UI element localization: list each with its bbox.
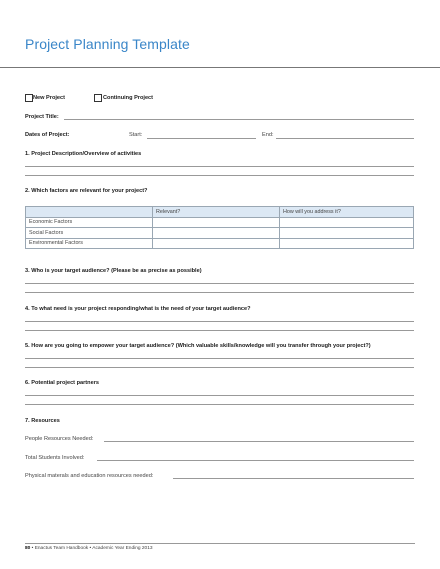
- table-cell[interactable]: [280, 228, 414, 239]
- start-date-field[interactable]: [147, 138, 256, 139]
- table-header: Relevant?: [153, 207, 280, 218]
- people-resources-label: People Resources Needed:: [25, 436, 94, 442]
- page-number: 80: [25, 546, 31, 551]
- new-project-checkbox[interactable]: [25, 94, 33, 102]
- question-2: 2. Which factors are relevant for your project?: [25, 188, 148, 194]
- table-cell[interactable]: [153, 217, 280, 228]
- project-title-label: Project Title:: [25, 114, 59, 120]
- page-title: Project Planning Template: [25, 36, 190, 52]
- answer-line[interactable]: [25, 283, 414, 284]
- question-7: 7. Resources: [25, 418, 60, 424]
- answer-line[interactable]: [25, 166, 414, 167]
- answer-line[interactable]: [25, 292, 414, 293]
- end-date-field[interactable]: [276, 138, 414, 139]
- answer-line[interactable]: [25, 330, 414, 331]
- answer-line[interactable]: [25, 321, 414, 322]
- end-label: End:: [262, 132, 274, 138]
- footer-text: • Enactus Team Handbook • Academic Year Ending 2013: [30, 546, 153, 551]
- question-5: 5. How are you going to empower your target audience? (Which valuable skills/knowledge will you transfer through your project?): [25, 343, 371, 349]
- answer-line[interactable]: [25, 358, 414, 359]
- question-4: 4. To what need is your project responding/what is the need of your target audience?: [25, 306, 251, 312]
- question-6: 6. Potential project partners: [25, 380, 99, 386]
- total-students-field[interactable]: [97, 460, 414, 461]
- factor-label: Environmental Factors: [26, 238, 153, 249]
- answer-line[interactable]: [25, 404, 414, 405]
- table-cell[interactable]: [280, 217, 414, 228]
- answer-line[interactable]: [25, 175, 414, 176]
- table-row: [26, 228, 414, 239]
- page-footer: [25, 546, 153, 551]
- people-resources-field[interactable]: [104, 441, 414, 442]
- dates-label: Dates of Project:: [25, 132, 70, 138]
- answer-line[interactable]: [25, 367, 414, 368]
- new-project-label: New Project: [33, 95, 66, 101]
- table-row: [26, 217, 414, 228]
- continuing-project-checkbox[interactable]: [94, 94, 102, 102]
- table-header: [26, 207, 153, 218]
- factor-label: Economic Factors: [26, 217, 153, 228]
- table-cell[interactable]: [280, 238, 414, 249]
- table-cell[interactable]: [153, 238, 280, 249]
- project-title-field[interactable]: [64, 119, 414, 120]
- physical-materials-field[interactable]: [173, 478, 414, 479]
- factor-label: Social Factors: [26, 228, 153, 239]
- table-header-row: [26, 207, 414, 218]
- start-label: Start:: [129, 132, 143, 138]
- answer-line[interactable]: [25, 395, 414, 396]
- table-row: [26, 238, 414, 249]
- total-students-label: Total Students Involved:: [25, 455, 85, 461]
- factors-table: [25, 206, 414, 249]
- footer-divider: [25, 543, 415, 544]
- physical-materials-label: Physical materals and education resources needed:: [25, 473, 154, 479]
- table-header: How will you address it?: [280, 207, 414, 218]
- question-1: 1. Project Description/Overview of activities: [25, 151, 142, 157]
- title-divider: [0, 67, 440, 68]
- table-cell[interactable]: [153, 228, 280, 239]
- question-3: 3. Who is your target audience? (Please be as precise as possible): [25, 268, 202, 274]
- continuing-project-label: Continuing Project: [103, 95, 154, 101]
